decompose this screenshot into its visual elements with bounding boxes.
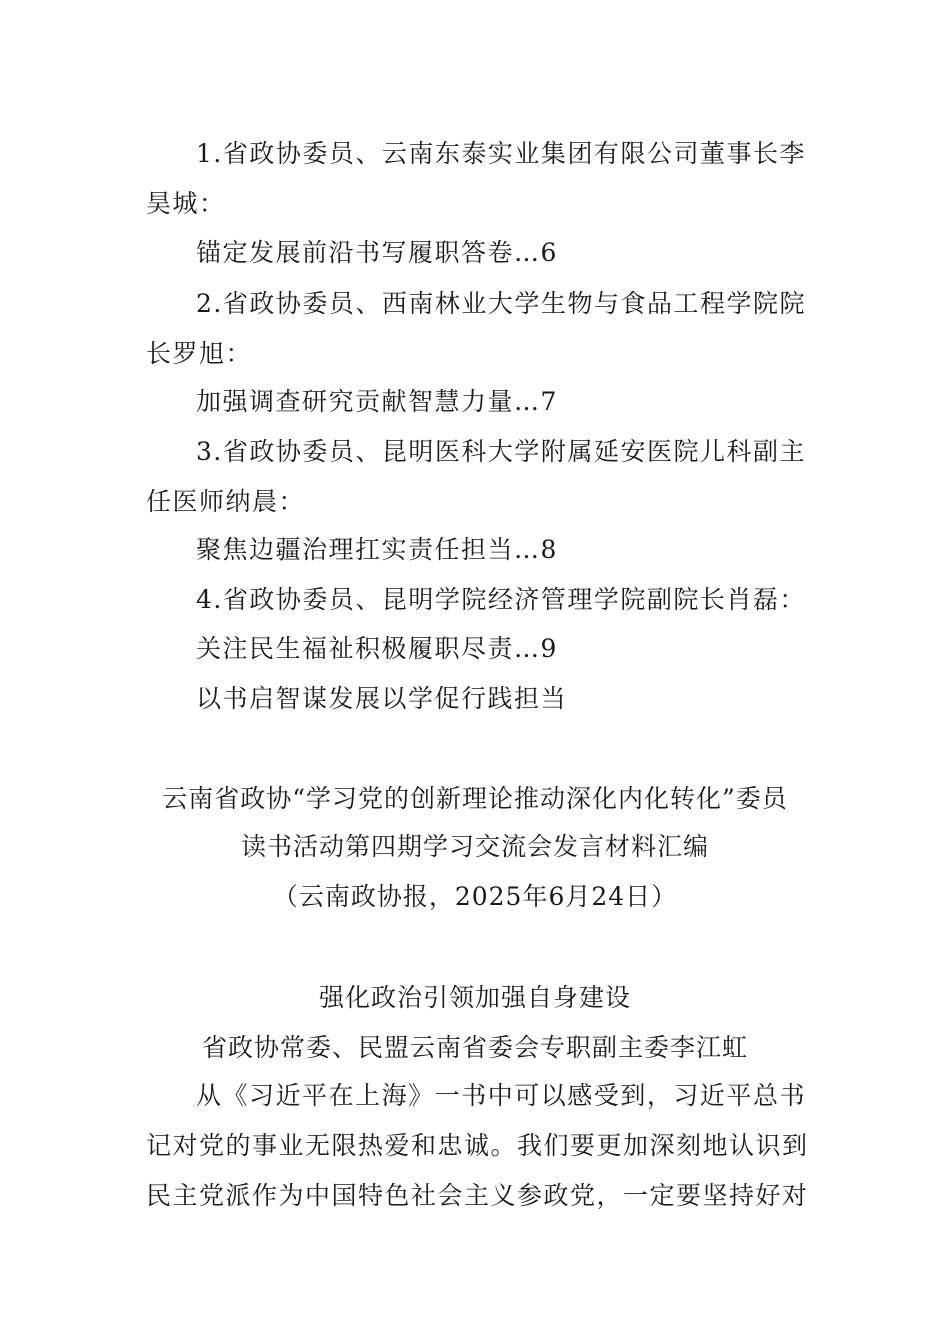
- toc-closing-title: 以书启智谋发展以学促行践担当: [196, 684, 568, 713]
- toc-item-1-line-1: 1.省政协委员、云南东泰实业集团有限公司董事长李: [196, 139, 806, 168]
- toc-item-2-line-2: 长罗旭：: [146, 339, 253, 368]
- compilation-source: （云南政协报，2025年6月24日）: [272, 882, 678, 911]
- article-author: 省政协常委、民盟云南省委会专职副主委李江虹: [201, 1033, 748, 1062]
- compilation-title-line-2: 读书活动第四期学习交流会发言材料汇编: [240, 832, 709, 861]
- toc-item-1-title: 锚定发展前沿书写履职答卷…6: [196, 238, 558, 267]
- toc-item-4-title: 关注民生福祉积极履职尽责…9: [196, 634, 558, 663]
- toc-item-3-line-1: 3.省政协委员、昆明医科大学附属延安医院儿科副主: [196, 437, 806, 466]
- toc-item-2-line-1: 2.省政协委员、西南林业大学生物与食品工程学院院: [196, 289, 806, 318]
- toc-item-3-title: 聚焦边疆治理扛实责任担当…8: [196, 535, 558, 564]
- article-paragraph-line-2: 记对党的事业无限热爱和忠诚。我们要更加深刻地认识到: [146, 1131, 809, 1160]
- toc-item-3-line-2: 任医师纳晨：: [146, 487, 306, 516]
- toc-item-4-line-1: 4.省政协委员、昆明学院经济管理学院副院长肖磊：: [196, 585, 806, 614]
- article-paragraph-line-3: 民主党派作为中国特色社会主义参政党，一定要坚持好对: [146, 1181, 809, 1210]
- compilation-title-line-1: 云南省政协“学习党的创新理论推动深化内化转化”委员: [162, 784, 788, 813]
- article-paragraph-line-1: 从《习近平在上海》一书中可以感受到，习近平总书: [196, 1081, 806, 1110]
- article-title: 强化政治引领加强自身建设: [318, 983, 631, 1012]
- toc-item-1-line-2: 昊城：: [146, 189, 226, 218]
- toc-item-2-title: 加强调查研究贡献智慧力量…7: [196, 387, 558, 416]
